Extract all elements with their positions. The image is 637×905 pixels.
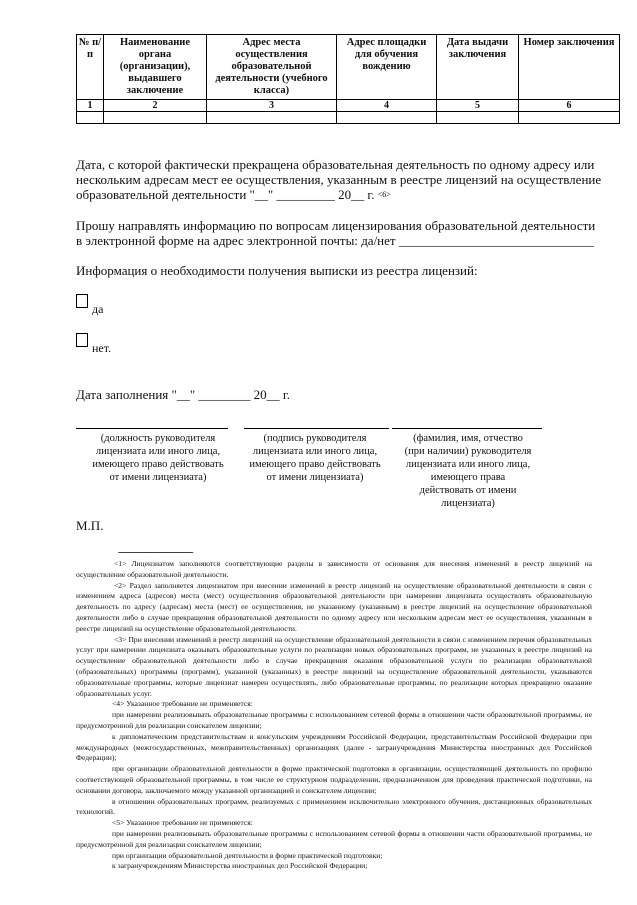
footnote-ref: <6> (377, 190, 391, 199)
stop-date-line-1: Дата, с которой фактически прекращена образовательная деятельность по одному адресу или (76, 157, 595, 172)
footnote-5-item: к загранучреждениям Министерства иностранных дел Российской Федерации; (112, 861, 368, 871)
table-header-row (77, 35, 620, 100)
table-cell[interactable] (337, 112, 437, 124)
fill-date: Дата заполнения "__" ________ 20__ г. (76, 387, 291, 402)
column-number: 3 (207, 100, 337, 112)
position-caption: (должность руководителя лицензиата или иного лица, имеющего право действовать от имени лицензиата) (92, 433, 224, 483)
footnotes (76, 559, 592, 872)
footnote-4-item: к дипломатическим представительствам и консульским учреждениям Российской Федерации, представительствам Российской Федерации при международных (межгосударственных, межправительственных) организациях (далее - загранучреждения Министерства иностранных дел Российской Федерации); (76, 731, 592, 763)
signature-line (244, 428, 389, 429)
email-line-2: в электронной форме на адрес электронной почты: да/нет ______________________________ (76, 233, 594, 248)
footnote-5: <5> Указанное требование не применяется: (112, 818, 253, 828)
column-number: 1 (77, 100, 104, 112)
stamp-label: М.П. (76, 518, 104, 533)
footnote-4-item: при намерении реализовывать образовательные программы с использованием сетевой формы в отношении части образовательной программы, не предусмотренной для реализации соискателем лицензии; (76, 710, 592, 730)
header-driving-site-address: Адрес площадки для обучения вождению (337, 35, 437, 100)
column-number: 6 (519, 100, 620, 112)
header-conclusion-number: Номер заключения (519, 35, 620, 100)
table-cell[interactable] (207, 112, 337, 124)
email-line-1: Прошу направлять информацию по вопросам лицензирования образовательной деятельности (76, 218, 596, 233)
footnote-3: <3> При внесении изменений в реестр лицензий на осуществление образовательной деятельности в связи с изменением перечня образовательных услуг при намерении лицензиата оказывать образовательные услуги по реализации новых образовательных программ, не указанных в реестре лицензий на осуществление образовательной деятельности либо в случае прекращения оказания образовательной услуги по реализации образовательной (образовательных) программы (программ), указанной (указанных) в реестре лицензий на осуществление образовательной деятельности, указываются образовательные программы, которые лицензиат намерен осуществлять, либо образовательные программы, по реализации которых прекращено оказание образовательных услуг. (76, 634, 592, 698)
header-authority: Наименование органа (организации), выдавшего заключение (104, 35, 207, 100)
table-cell[interactable] (104, 112, 207, 124)
table-row (77, 112, 620, 124)
no-checkbox[interactable] (76, 333, 88, 347)
no-label: нет. (92, 341, 112, 355)
footnote-1: <1> Лицензиатом заполняются соответствующие разделы в зависимости от основания для внесения изменений в реестр лицензий на осуществление образовательной деятельности. (76, 559, 592, 579)
stop-date-line-3 (76, 187, 391, 202)
yes-label: да (92, 302, 104, 316)
column-number: 5 (437, 100, 519, 112)
column-number: 2 (104, 100, 207, 112)
stop-date-text: образовательной деятельности "__" _________ 20__ г. (76, 187, 375, 202)
footnote-separator: -------------------------------- (118, 547, 193, 558)
footnote-5-item: при намерении реализовывать образовательные программы с использованием сетевой формы в отношении части образовательной программы, не предусмотренной для реализации соискателем лицензии; (76, 828, 592, 849)
header-issue-date: Дата выдачи заключения (437, 35, 519, 100)
stop-date-line-2: нескольким адресам мест ее осуществления, указанным в реестре лицензий на осуществление (76, 172, 602, 187)
footnote-2: <2> Раздел заполняется лицензиатом при внесении изменений в реестр лицензий на осуществление образовательной деятельности в связи с изменением адреса (адресов) места (мест) осуществления образовательной деятельности при намерении лицензиата осуществлять образовательную деятельность по адресу (адресам) места (мест) ее осуществления, не указанному (указанным) в реестре лицензий на осуществление образовательной деятельности либо в случае прекращения образовательной деятельности по одному адресу или нескольким адресам мест ее осуществления, указанным в реестре лицензий на осуществление образовательной деятельности. (76, 580, 592, 633)
extract-heading: Информация о необходимости получения выписки из реестра лицензий: (76, 263, 478, 278)
table-cell[interactable] (437, 112, 519, 124)
addresses-table (76, 34, 620, 124)
table-cell[interactable] (77, 112, 104, 124)
footnote-4: <4> Указанное требование не применяется: (112, 699, 253, 709)
position-line (76, 428, 228, 429)
table-cell[interactable] (519, 112, 620, 124)
header-number: № п/п (77, 35, 104, 100)
footnote-4-item: при организации образовательной деятельности в форме практической подготовки в организации, осуществляющей деятельность по профилю соответствующей образовательной программы, в том числе ее структурном подразделении, предназначенном для проведения практической подготовки, на основании договора, заключаемого между указанной организацией и соискателем лицензии; (76, 764, 592, 795)
footnote-4-item: в отношении образовательных программ, реализуемых с применением исключительно электронного обучения, дистанционных образовательных технологий. (76, 796, 592, 817)
yes-checkbox[interactable] (76, 294, 88, 308)
fullname-line (392, 428, 542, 429)
fullname-caption: (фамилия, имя, отчество (при наличии) руководителя лицензиата или иного лица, имеющего права действовать от имени лицензиата) (404, 433, 532, 509)
header-activity-address: Адрес места осуществления образовательной деятельности (учебного класса) (207, 35, 337, 100)
column-number: 4 (337, 100, 437, 112)
footnote-5-item: при организации образовательной деятельности в форме практической подготовки; (112, 850, 383, 860)
signature-caption: (подпись руководителя лицензиата или иного лица, имеющего право действовать от имени лицензиата) (249, 433, 381, 483)
table-number-row (77, 100, 620, 112)
